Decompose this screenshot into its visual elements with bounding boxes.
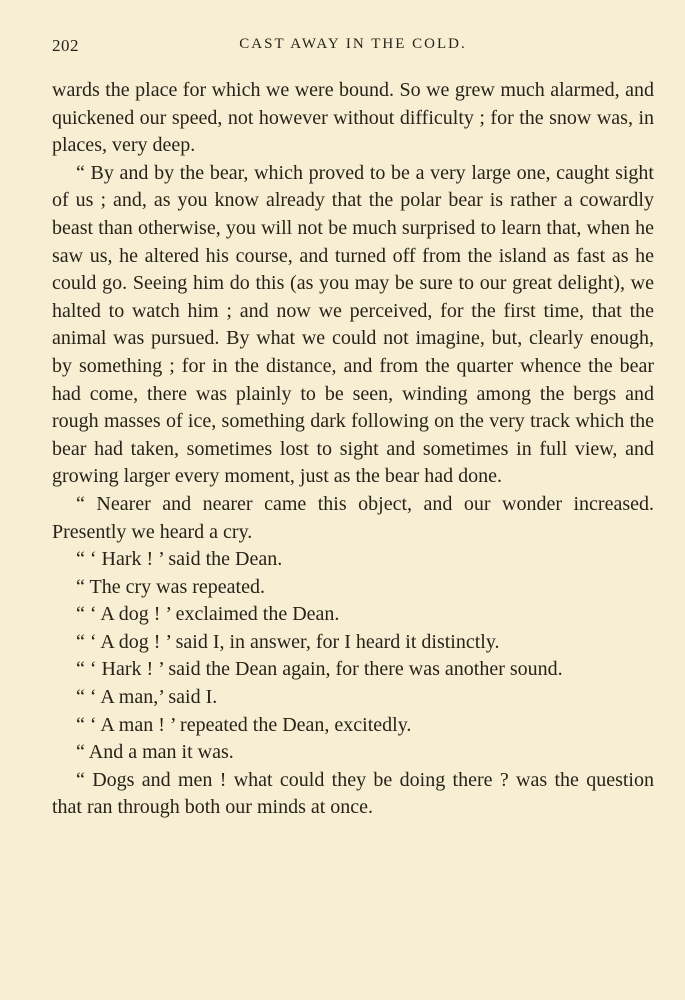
paragraph: “ ‘ Hark ! ’ said the Dean again, for there was another sound. [76,658,563,681]
paragraph: “ Dogs and men ! what could they be doing there ? was the question that ran through both our minds at once. [52,768,654,819]
paragraph: “ ‘ A man,’ said I. [76,686,218,709]
paragraph: wards the place for which we were bound. So we grew much alarmed, and quickened our speed, not however without difficulty ; for the snow was, in places, very deep. [52,79,654,157]
paragraph: “ ‘ A dog ! ’ said I, in answer, for I heard it distinctly. [76,630,500,653]
paragraph: “ And a man it was. [76,741,234,764]
page-header [52,36,654,56]
paragraph: “ ‘ A dog ! ’ exclaimed the Dean. [76,603,340,626]
paragraph: “ ‘ A man ! ’ repeated the Dean, excitedly. [76,713,412,736]
book-page [52,0,654,1000]
body-text [52,77,654,822]
paragraph: “ The cry was repeated. [76,575,265,598]
paragraph: “ ‘ Hark ! ’ said the Dean. [76,548,283,571]
page-number: 202 [52,36,79,55]
running-title: CAST AWAY IN THE COLD. [239,36,467,52]
paragraph: “ Nearer and nearer came this object, and our wonder increased. Presently we heard a cry. [52,492,654,543]
paragraph: “ By and by the bear, which proved to be a very large one, caught sight of us ; and, as you know already that the polar bear is rather a cowardly beast than otherwise, you will not be much surprised to learn that, when he saw us, he altered his course, and turned off from the island as fast as he could go. Seeing him do this (as you may be sure to our great delight), we halted to watch him ; and now we perceived, for the first time, that the animal was pursued. By what we could not imagine, but, clearly enough, by something ; for in the distance, and from the quarter whence the bear had come, there was plainly to be seen, winding among the bergs and rough masses of ice, something dark following on the very track which the bear had taken, sometimes lost to sight and sometimes in full view, and growing larger every moment, just as the bear had done. [52,161,654,488]
